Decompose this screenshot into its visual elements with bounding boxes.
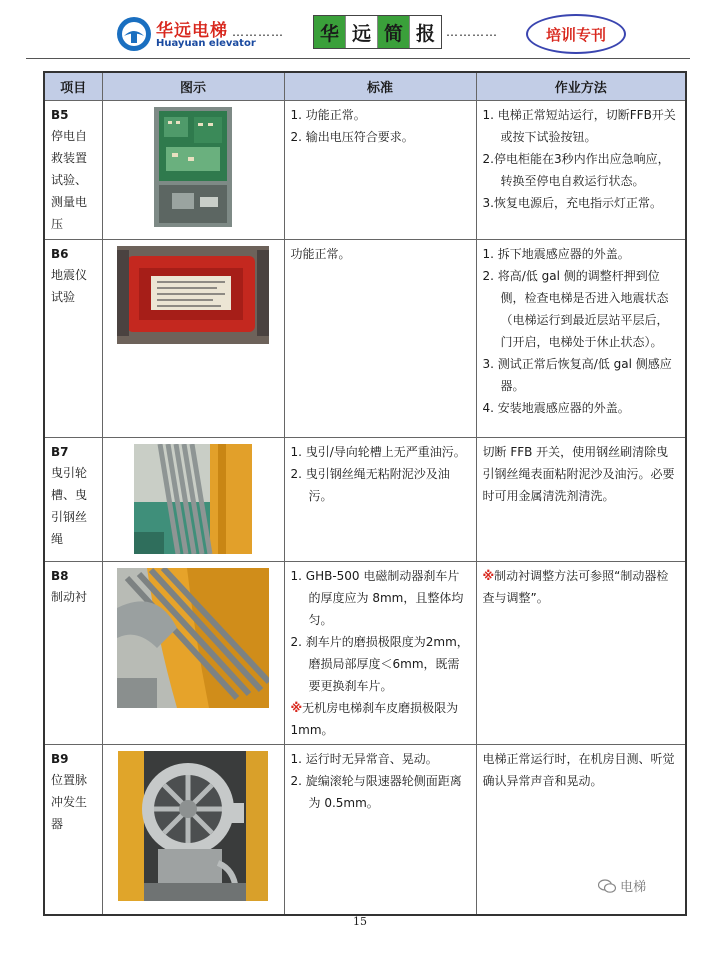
title-char: 简 [378,16,410,48]
list-item: 2. 旋编滚轮与限速器轮侧面距离为 0.5mm。 [290,774,462,810]
item-cell [44,240,102,438]
list-item: 3. 测试正常后恢复高/低 gal 侧感应器。 [482,357,672,393]
list-item: 1. 运行时无异常音、晃动。 [290,752,438,766]
item-name: 位置脉冲发生器 [51,773,88,831]
brand-name-cn: 华远电梯 [156,21,228,41]
seismic-sensor-photo [117,246,269,344]
method-text: 电梯正常运行时，在机房目测、听觉确认异常声音和晃动。 [482,752,675,788]
table-row [44,101,686,240]
method-list [483,243,680,419]
note-text: 无机房电梯刹车皮磨损极限为 1mm。 [290,701,459,737]
title-char: 华 [314,16,346,48]
column-header-item: 项目 [44,72,102,101]
table-row [44,438,686,562]
page-header [0,0,720,60]
method-list [483,104,680,214]
brake-lining-photo [117,568,269,708]
traction-sheave-photo [134,444,252,554]
figure-cell [102,438,284,562]
special-issue-badge: 培训专刊 [526,14,626,54]
item-cell [44,438,102,562]
item-code: B8 [51,569,69,583]
header-dots-right: ………… [446,25,498,39]
list-item: 2. 将高/低 gal 侧的调整杆押到位侧，检查电梯是否进入地震状态（电梯运行到最近层站平层后，门开启，电梯处于休止状态）。 [482,269,669,349]
column-header-standard: 标准 [284,72,476,101]
figure-cell [102,101,284,240]
newsletter-title [313,15,442,49]
list-item: 1. 功能正常。 [290,108,366,122]
item-name: 曳引轮槽、曳引钢丝绳 [51,466,88,546]
item-code: B9 [51,752,69,766]
column-header-method: 作业方法 [476,72,686,101]
page-number: 15 [353,915,367,928]
list-item: 3.恢复电源后，充电指示灯正常。 [482,196,662,210]
method-note [483,565,680,609]
huayuan-logo-icon [116,16,152,52]
item-name: 制动衬 [51,590,88,604]
note-mark: ※ [290,701,303,715]
title-char: 远 [346,16,378,48]
item-name: 地震仪试验 [51,268,88,304]
table-row [44,562,686,745]
standard-note [291,697,470,741]
figure-cell [102,745,284,915]
column-header-figure: 图示 [102,72,284,101]
list-item: 1. GHB-500 电磁制动器刹车片的厚度应为 8mm，且整体均匀。 [290,569,464,627]
list-item: 2. 输出电压符合要求。 [290,130,414,144]
standard-cell [284,745,476,915]
standard-list [291,104,470,148]
figure-cell [102,562,284,745]
header-divider [26,58,690,59]
item-cell [44,101,102,240]
method-cell [476,240,686,438]
standard-cell [284,438,476,562]
item-code: B5 [51,108,69,122]
table-row [44,745,686,915]
method-cell [476,101,686,240]
standard-cell [284,101,476,240]
brand-name-en: Huayuan elevator [156,38,256,49]
method-cell [476,745,686,915]
list-item: 1. 曳引/导向轮槽上无严重油污。 [290,445,466,459]
note-text: 制动衬调整方法可参照“制动器检查与调整”。 [482,569,669,605]
title-char: 报 [410,16,441,48]
wechat-icon [598,879,616,893]
table-header-row [44,72,686,101]
figure-cell [102,240,284,438]
item-cell [44,745,102,915]
method-cell [476,562,686,745]
item-name: 停电自救装置试验、测量电压 [51,129,88,231]
list-item: 2.停电柜能在3秒内作出应急响应，转换至停电自救运行状态。 [482,152,670,188]
watermark-text: 电梯 [620,880,647,895]
standard-cell [284,240,476,438]
note-mark: ※ [482,569,495,583]
header-dots-left: ………… [232,25,284,39]
item-code: B6 [51,247,69,261]
list-item: 1. 电梯正常短站运行，切断FFB开关或按下试验按钮。 [482,108,676,144]
standard-cell [284,562,476,745]
list-item: 1. 拆下地震感应器的外盖。 [482,247,630,261]
list-item: 4. 安装地震感应器的外盖。 [482,401,630,415]
standard-list [291,748,470,814]
wechat-watermark [598,876,646,895]
maintenance-table [43,71,687,916]
item-code: B7 [51,445,69,459]
standard-list [291,565,470,697]
list-item: 2. 刹车片的磨损极限度为2mm，磨损局部厚度＜6mm，既需要更换刹车片。 [290,635,469,693]
pulse-encoder-photo [118,751,268,901]
table-row [44,240,686,438]
method-cell [476,438,686,562]
emergency-power-cabinet-photo [154,107,232,227]
method-text: 切断 FFB 开关，使用钢丝刷清除曳引钢丝绳表面粘附泥沙及油污。必要时可用金属清洗剂清洗。 [482,445,675,503]
list-item: 2. 曳引钢丝绳无粘附泥沙及油污。 [290,467,450,503]
standard-list [291,441,470,507]
item-cell [44,562,102,745]
standard-text: 功能正常。 [290,247,351,261]
